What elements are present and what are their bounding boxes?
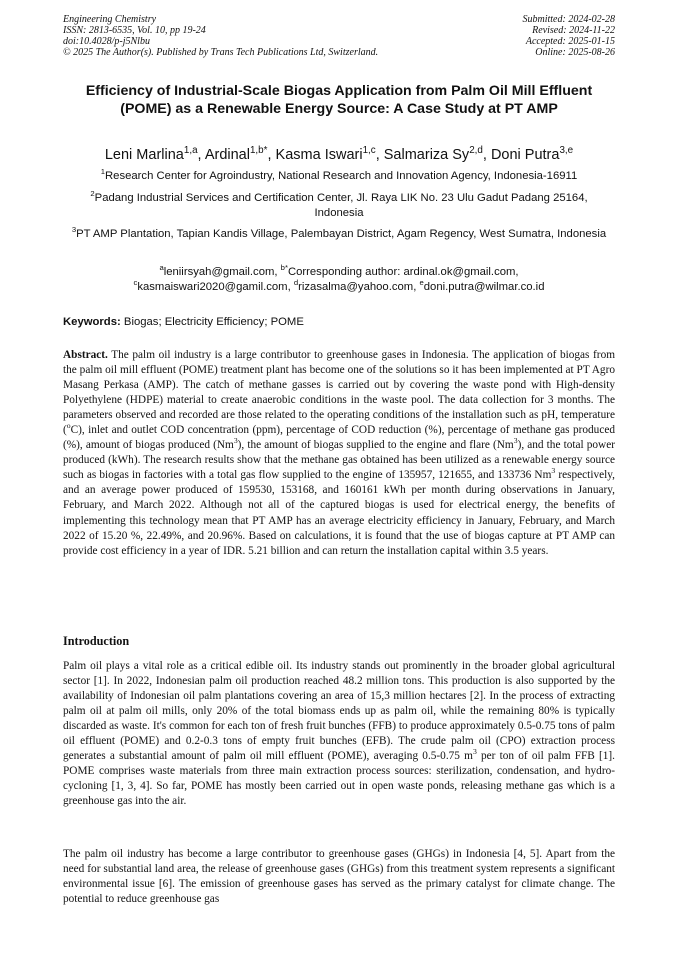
author-list (63, 145, 615, 165)
keywords-label: Keywords: (63, 316, 121, 328)
abstract: Abstract. The palm oil industry is a large contributor to greenhouse gases in Indonesia. The application of biogas from the palm oil mill effluent (POME) treatment plant has become one of the solutions so it has been implemented at PT Agro Masang Perkasa (AMP). The catch of methane gasses is carried out by covering the waste pond with High-density Polyethylene (HDPE) material to create anaerobic conditions in the waste pool. The data collection for 3 months. The parameters observed and recorded are those related to the operating conditions of the installation such as pH, temperature ($^o$C), inlet and outlet COD concentration (ppm), percentage of COD reduction (%), percentage of methane gas produced (%), amount of biogas produced (Nm$^3$), the amount of biogas supplied to the engine and flare (Nm$^3$), and the total power produced (kWh). The research results show that the methane gas obtained has been utilized as a renewable energy source such as biogas in factories with a total gas flow supplied to the engine of 135957, 121655, and 133736 Nm$^3$ respectively, and an average power produced of 159530, 153168, and 160161 kWh per month during observations in January, February, and March 2022. Although not all of the captured biogas is used for electrical energy, the benefits of implementing this technology mean that PT AMP has an average electricity efficiency in January, February, and March 2022 of 15.20 %, 22.49%, and 20.96%. Based on calculations, it is found that the use of biogas capture at PT AMP can provide cost efficiency in a year of IDR. 5.21 billion and can return the installation capital within 3.5 years. (63, 349, 615, 557)
author-3: Kasma Iswari$^{1,c}$, (275, 145, 384, 163)
author-5: Doni Putra$^{3,e}$ (490, 145, 574, 163)
journal-header-right (523, 14, 616, 58)
affiliation-3: $^3$PT AMP Plantation, Tapian Kandis Village, Palembayan District, Agam Regency, West Sumatra, Indonesia (71, 225, 607, 240)
email-e: doni.putra@wilmar.co.id (423, 281, 545, 293)
journal-header-left (63, 14, 378, 58)
email-line-1: $^a$leniirsyah@gmail.com, $^{b*}$Corresponding author: ardinal.ok@gmail.com, (159, 263, 519, 278)
journal-issn: ISSN: 2813-6535, Vol. 10, pp 19-24 (63, 25, 206, 36)
date-online: Online: 2025-08-26 (535, 47, 615, 58)
date-accepted: Accepted: 2025-01-15 (525, 36, 615, 47)
author-4: Salmariza Sy$^{2,d}$, (383, 145, 491, 163)
journal-doi: doi:10.4028/p-j5Nlbu (63, 36, 150, 47)
intro-paragraph-1: Palm oil plays a vital role as a critical edible oil. Its industry stands out prominently in the broader global agricultural sector [1]. In 2022, Indonesian palm oil production reached 48.2 million tons. This production is also supported by the availability of Indonesian oil palm plantations covering an area of 15,3 million hectares [2]. In the process of extracting palm oil at palm oil mills, only 20% of the total biomass ends up as palm oil, while the remaining 80% is typically discarded as waste. It's common for each ton of fresh fruit bunches (FFB) to produce approximately 0.5-0.75 tons of palm oil effluent (POME) and 0.2-0.3 tons of empty fruit bunches (EFB). The crude palm oil (CPO) extraction process generates a substantial amount of palm oil mill effluent (POME), averaging 0.5-0.75 $m^3$ per ton of oil palm FFB [1]. POME comprises waste materials from three main extraction process sources: sterilization, condensation, and hydro-cycloning [1, 3, 4]. So far, POME has mostly been carried out in open waste ponds, releasing methane gas which is a greenhouse gas into the air. (63, 660, 615, 808)
email-b: Corresponding author: ardinal.ok@gmail.com, (287, 266, 519, 278)
affiliation-1: $^1$Research Center for Agroindustry, National Research and Innovation Agency, Indonesia-16911 (100, 167, 578, 182)
keywords-text: Biogas; Electricity Efficiency; POME (120, 316, 304, 328)
email-d: rizasalma@yahoo.com, (298, 281, 420, 293)
author-emails (66, 265, 612, 295)
journal-name: Engineering Chemistry (63, 14, 157, 25)
date-revised: Revised: 2024-11-22 (532, 25, 615, 36)
intro-paragraph-2: The palm oil industry has become a large contributor to greenhouse gases (GHGs) in Indonesia [4, 5]. Apart from the need for substantial land area, the release of greenhouse gases (GHGs) from this treatment system represents a significant environmental issue [6]. The emission of greenhouse gases has served as the primary catalyst for climate change. The potential to reduce greenhouse gas (63, 848, 615, 906)
paper-title: Efficiency of Industrial-Scale Biogas Application from Palm Oil Mill Effluent (POME) as a Renewable Energy Source: A Case Study at PT AMP (85, 83, 593, 117)
date-submitted: Submitted: 2024-02-28 (522, 14, 615, 25)
keywords (63, 315, 304, 330)
email-c: kasmaiswari2020@gamil.com, (137, 281, 294, 293)
abstract-label: Abstract. (63, 349, 108, 361)
journal-copyright: © 2025 The Author(s). Published by Trans Tech Publications Ltd, Switzerland. (63, 47, 379, 58)
affiliation-2: $^2$Padang Industrial Services and Certification Center, Jl. Raya LIK No. 23 Ulu Gadut Padang 25164, Indonesia (90, 189, 588, 219)
section-heading-introduction: Introduction (63, 634, 130, 648)
author-1: Leni Marlina$^{1,a}$, (104, 145, 205, 163)
email-a: leniirsyah@gmail.com, (163, 266, 281, 278)
email-line-2: $^c$kasmaiswari2020@gamil.com, $^d$rizasalma@yahoo.com, $^e$doni.putra@wilmar.co.id (133, 278, 545, 293)
author-2: Ardinal$^{1,b*}$, (204, 145, 276, 163)
